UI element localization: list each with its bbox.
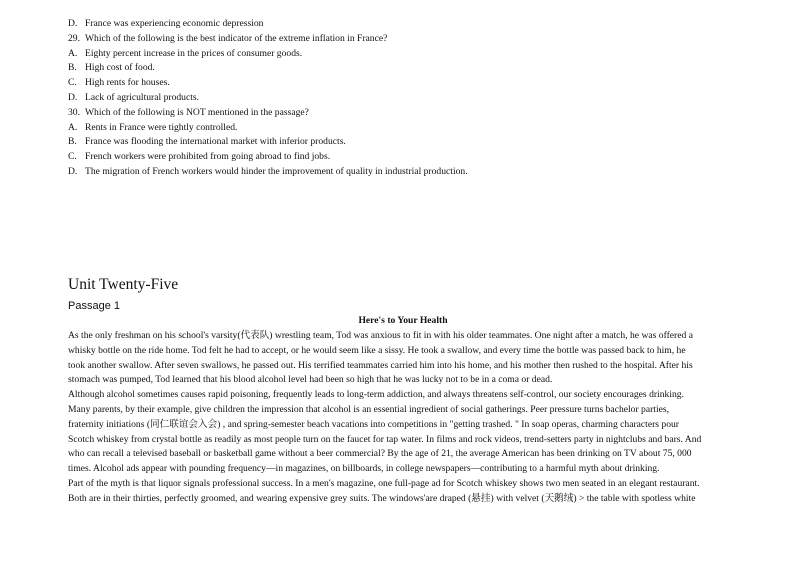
question-number: 30. xyxy=(68,106,80,118)
unit-title: Unit Twenty-Five xyxy=(68,276,179,293)
passage-line: Although alcohol sometimes causes rapid poisoning, frequently leads to long-term addiction, and always threatens self-control, our society encourages drinking. xyxy=(68,389,684,401)
option-text: Rents in France were tightly controlled. xyxy=(85,121,238,133)
answer-option xyxy=(68,76,738,91)
answer-option xyxy=(68,91,738,106)
passage-body xyxy=(68,329,738,507)
answer-option xyxy=(68,47,738,62)
answer-option xyxy=(68,150,738,165)
passage-heading: Here's to Your Health xyxy=(358,315,448,326)
question-list xyxy=(68,17,738,180)
option-text: France was experiencing economic depression xyxy=(85,18,264,29)
question-text: Which of the following is NOT mentioned in the passage? xyxy=(85,106,309,118)
passage-line: Part of the myth is that liquor signals professional success. In a men's magazine, one full-page ad for Scotch whiskey shows two men seated in an elegant restaurant. xyxy=(68,477,700,489)
passage-line: who can recall a televised baseball or basketball game without a beer commercial? By the age of 21, the average American has been drinking on TV about 75, 000 xyxy=(68,448,692,460)
question-text: Which of the following is the best indicator of the extreme inflation in France? xyxy=(85,32,388,44)
option-letter: B. xyxy=(68,136,77,148)
answer-option xyxy=(68,135,738,150)
answer-option xyxy=(68,61,738,76)
passage-line: fraternity initiations (同仁联谊会入会) , and spring-semester beach vacations into competitions in "getting trashed. " In soap operas, charming characters pour xyxy=(68,418,680,430)
passage-line: As the only freshman on his school's varsity(代表队) wrestling team, Tod was anxious to fit in with his older teammates. One night after a match, he was offered a xyxy=(68,330,693,341)
answer-option xyxy=(68,165,738,180)
option-letter: C. xyxy=(68,151,77,163)
passage-line: whisky bottle on the ride home. Tod felt he had to accept, or he would seem like a sissy. He took a swallow, and every time the bottle was passed back to him, he xyxy=(68,344,686,356)
answer-option xyxy=(68,121,738,136)
option-text: The migration of French workers would hinder the improvement of quality in industrial production. xyxy=(85,165,468,177)
question-stem xyxy=(68,106,738,121)
passage-label: Passage 1 xyxy=(68,300,120,312)
option-text: French workers were prohibited from going abroad to find jobs. xyxy=(85,151,331,163)
option-letter: D. xyxy=(68,18,78,29)
passage-line: Both are in their thirties, perfectly groomed, and wearing expensive grey suits. The windows'are draped (悬挂) with velvet (天鹅绒) > the table with spotless white xyxy=(68,492,696,504)
option-letter: D. xyxy=(68,165,78,177)
option-letter: C. xyxy=(68,77,77,89)
question-number: 29. xyxy=(68,32,80,44)
passage-line: took another swallow. After seven swallows, he passed out. His terrified teammates carried him into his home, and his mother then rushed to the hospital. After his xyxy=(68,359,693,371)
option-letter: D. xyxy=(68,91,78,103)
option-text: High rents for houses. xyxy=(85,77,170,89)
passage-line: Scotch whiskey from crystal bottle as readily as most people turn on the faucet for tap water. In films and rock videos, trend-setters party in nightclubs and bars. And xyxy=(68,433,702,445)
option-letter: B. xyxy=(68,62,77,74)
question-stem xyxy=(68,32,738,47)
option-letter: A. xyxy=(68,121,78,133)
option-text: France was flooding the international market with inferior products. xyxy=(85,136,346,148)
answer-option xyxy=(68,17,738,32)
option-text: Lack of agricultural products. xyxy=(85,91,200,103)
passage-line: times. Alcohol ads appear with pounding frequency—in magazines, on billboards, in college newspapers—contributing to a harmful myth about drinking. xyxy=(68,463,660,475)
option-text: Eighty percent increase in the prices of consumer goods. xyxy=(85,47,303,59)
option-letter: A. xyxy=(68,47,78,59)
passage-line: Many parents, by their example, give children the impression that alcohol is an essential ingredient of social gatherings. Peer pressure turns bachelor parties, xyxy=(68,403,670,415)
option-text: High cost of food. xyxy=(85,62,155,74)
passage-line: stomach was pumped, Tod learned that his blood alcohol level had been so high that he was lucky not to be in a coma or dead. xyxy=(68,374,553,386)
